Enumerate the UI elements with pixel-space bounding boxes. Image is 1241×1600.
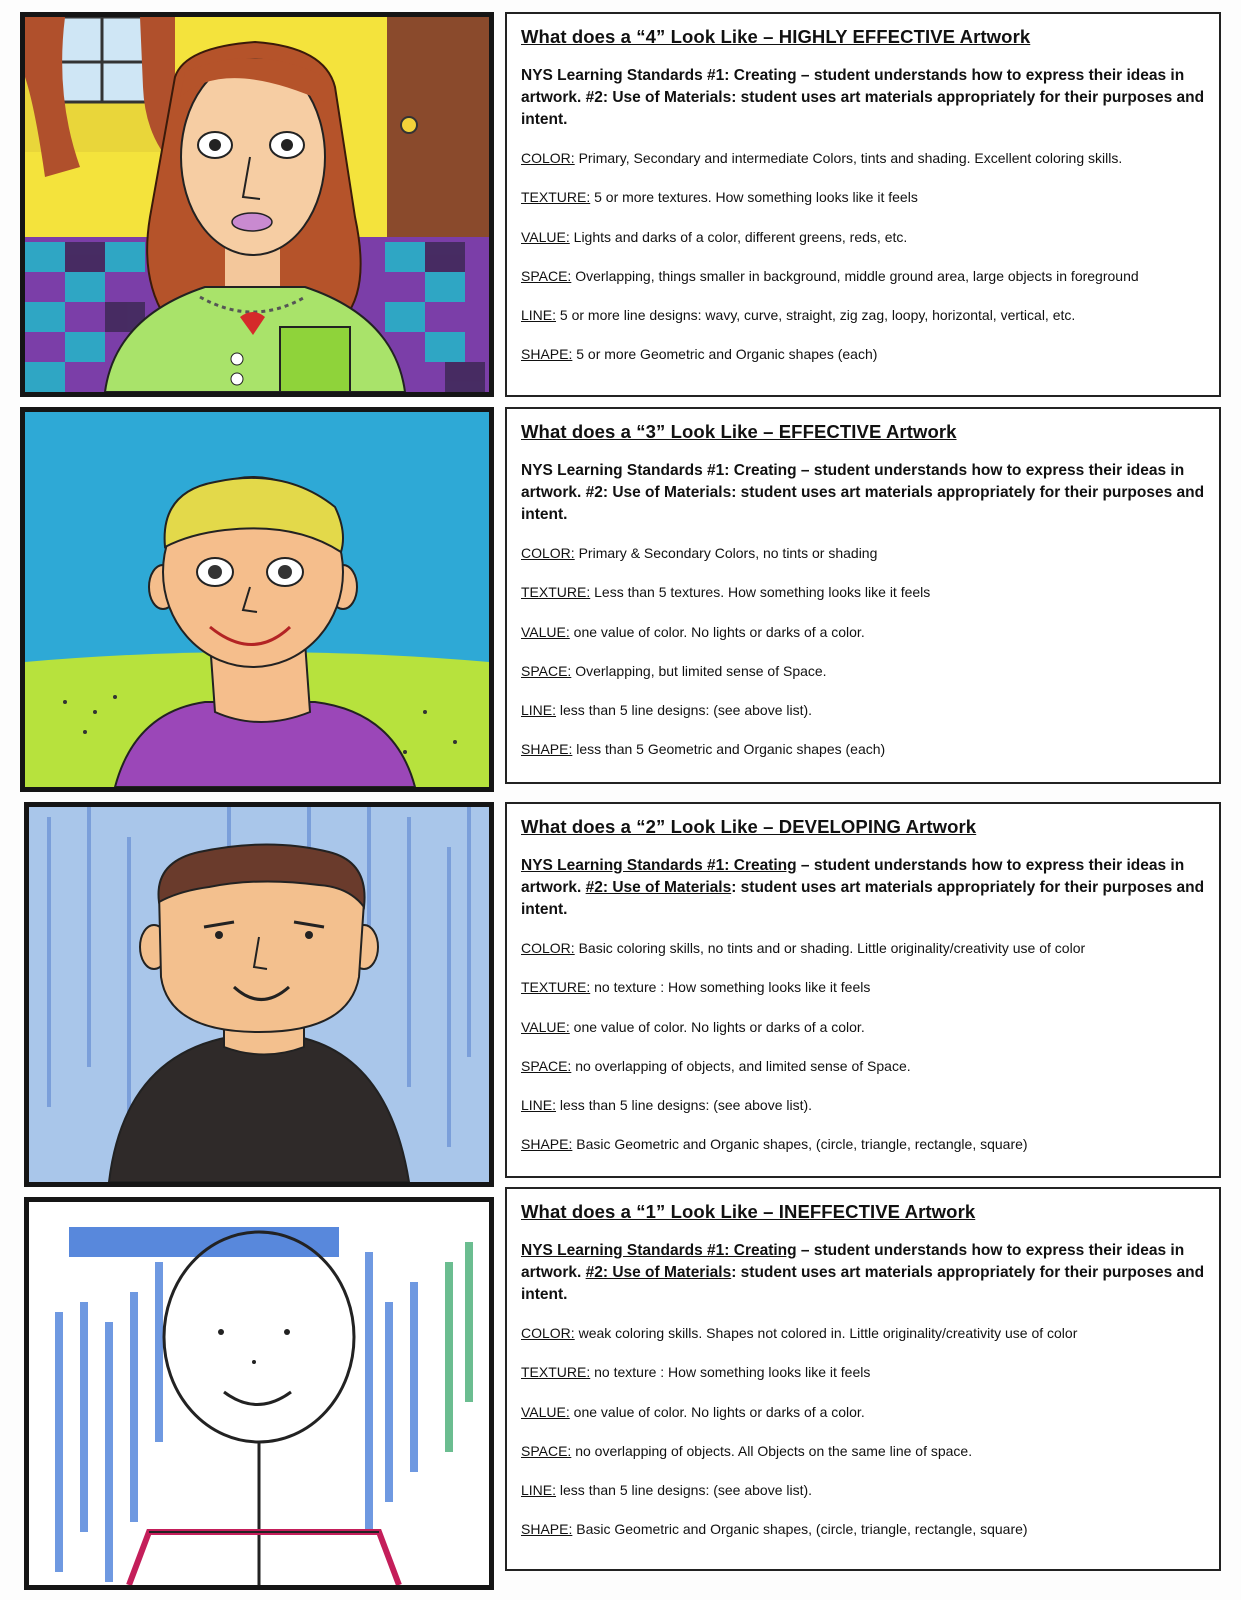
criterion-label: TEXTURE: <box>521 1364 591 1381</box>
criterion-label: TEXTURE: <box>521 189 591 206</box>
criterion-space <box>521 266 1205 305</box>
standard-materials-desc: : student uses art materials appropriately for their purposes and intent. <box>521 89 1205 128</box>
portrait-stick-figure-illustration <box>29 1202 489 1585</box>
rubric-card-4 <box>505 12 1221 397</box>
criterion-label: LINE: <box>521 307 557 324</box>
criterion-line <box>521 1095 1205 1134</box>
criterion-color <box>521 543 1205 582</box>
rubric-card-2 <box>505 802 1221 1178</box>
criterion-color <box>521 148 1205 187</box>
criterion-texture <box>521 582 1205 621</box>
criterion-label: TEXTURE: <box>521 584 591 601</box>
criterion-text: Primary, Secondary and intermediate Colors, tints and shading. Excellent coloring skills. <box>574 150 1123 166</box>
standard-materials-desc: : student uses art materials appropriately for their purposes and intent. <box>521 484 1205 523</box>
criterion-text: Basic Geometric and Organic shapes, (circle, triangle, rectangle, square) <box>572 1136 1028 1153</box>
learning-standards <box>521 460 1205 526</box>
criterion-texture <box>521 187 1205 226</box>
artwork-4-drawing <box>20 12 494 397</box>
criterion-label: COLOR: <box>521 1325 575 1341</box>
criterion-text: 5 or more textures. How something looks like it feels <box>590 189 918 206</box>
standard-creating-desc: – student understands how to express their ideas in artwork. <box>521 1242 1185 1281</box>
artwork-2-drawing <box>24 802 494 1187</box>
criterion-label: SPACE: <box>521 1057 572 1074</box>
rubric-heading: What does a “1” Look Like – INEFFECTIVE Artwork <box>521 1201 976 1222</box>
criterion-text: one value of color. No lights or darks of a color. <box>569 1403 865 1420</box>
criterion-label: SHAPE: <box>521 1521 573 1538</box>
criterion-value <box>521 227 1205 266</box>
criterion-label: LINE: <box>521 702 557 719</box>
criterion-text: 5 or more Geometric and Organic shapes (each) <box>572 346 878 363</box>
criterion-label: COLOR: <box>521 545 575 561</box>
standard-materials-desc: : student uses art materials appropriately for their purposes and intent. <box>521 879 1205 918</box>
criterion-text: no texture : How something looks like it feels <box>590 1364 871 1381</box>
criterion-label: COLOR: <box>521 940 575 956</box>
learning-standards <box>521 1240 1205 1306</box>
criterion-text: Basic coloring skills, no tints and or shading. Little originality/creativity use of color <box>574 940 1086 956</box>
rubric-heading: What does a “3” Look Like – EFFECTIVE Artwork <box>521 421 957 442</box>
criterion-label: SHAPE: <box>521 346 573 363</box>
artwork-1-drawing <box>24 1197 494 1590</box>
criterion-shape <box>521 739 1205 778</box>
criterion-text: less than 5 line designs: (see above list). <box>556 702 813 719</box>
criterion-text: less than 5 Geometric and Organic shapes (each) <box>572 741 886 758</box>
criterion-color <box>521 1323 1205 1362</box>
standard-creating-desc: – student understands how to express their ideas in artwork. <box>521 857 1185 896</box>
rubric-heading: What does a “4” Look Like – HIGHLY EFFECTIVE Artwork <box>521 26 1031 47</box>
portrait-boy-brown-hair-illustration <box>29 807 489 1182</box>
portrait-woman-illustration <box>25 17 489 392</box>
standard-materials-desc: : student uses art materials appropriately for their purposes and intent. <box>521 1264 1205 1303</box>
criterion-color <box>521 938 1205 977</box>
standard-materials: #2: Use of Materials <box>585 484 732 501</box>
criterion-label: VALUE: <box>521 1018 570 1035</box>
criterion-label: TEXTURE: <box>521 979 591 996</box>
criterion-texture <box>521 977 1205 1016</box>
criterion-text: less than 5 line designs: (see above list). <box>556 1482 813 1499</box>
criterion-text: 5 or more line designs: wavy, curve, straight, zig zag, loopy, horizontal, vertical, etc. <box>556 307 1076 324</box>
criterion-text: Primary & Secondary Colors, no tints or shading <box>574 545 878 561</box>
criterion-label: LINE: <box>521 1482 557 1499</box>
criterion-shape <box>521 1134 1205 1173</box>
criterion-text: no overlapping of objects, and limited sense of Space. <box>571 1057 911 1074</box>
criterion-label: VALUE: <box>521 1403 570 1420</box>
standard-creating: NYS Learning Standards #1: Creating <box>521 1242 797 1259</box>
standard-materials: #2: Use of Materials <box>585 1264 732 1281</box>
criterion-text: weak coloring skills. Shapes not colored in. Little originality/creativity use of color <box>574 1325 1078 1341</box>
criterion-label: COLOR: <box>521 150 575 166</box>
criterion-shape <box>521 1519 1205 1558</box>
criterion-value <box>521 622 1205 661</box>
criterion-space <box>521 1056 1205 1095</box>
learning-standards <box>521 855 1205 921</box>
criterion-label: LINE: <box>521 1097 557 1114</box>
standard-creating: NYS Learning Standards #1: Creating <box>521 857 797 874</box>
criterion-text: Lights and darks of a color, different greens, reds, etc. <box>569 228 908 245</box>
criterion-space <box>521 1441 1205 1480</box>
standard-creating: NYS Learning Standards #1: Creating <box>521 67 797 84</box>
criterion-texture <box>521 1362 1205 1401</box>
criterion-label: SHAPE: <box>521 1136 573 1153</box>
criterion-text: Basic Geometric and Organic shapes, (circle, triangle, rectangle, square) <box>572 1521 1028 1538</box>
criterion-label: VALUE: <box>521 623 570 640</box>
criterion-text: one value of color. No lights or darks of a color. <box>569 1018 865 1035</box>
criterion-label: SHAPE: <box>521 741 573 758</box>
learning-standards <box>521 65 1205 131</box>
criterion-text: one value of color. No lights or darks of a color. <box>569 623 865 640</box>
criterion-value <box>521 1017 1205 1056</box>
criterion-line <box>521 305 1205 344</box>
criterion-line <box>521 1480 1205 1519</box>
standard-creating-desc: – student understands how to express their ideas in artwork. <box>521 67 1185 106</box>
rubric-card-1 <box>505 1187 1221 1571</box>
criterion-shape <box>521 344 1205 383</box>
criterion-label: SPACE: <box>521 662 572 679</box>
criterion-text: less than 5 line designs: (see above list). <box>556 1097 813 1114</box>
standard-materials: #2: Use of Materials <box>585 89 732 106</box>
criterion-space <box>521 661 1205 700</box>
criterion-line <box>521 700 1205 739</box>
portrait-boy-blonde-illustration <box>25 412 489 787</box>
rubric-card-3 <box>505 407 1221 784</box>
standard-materials: #2: Use of Materials <box>585 879 732 896</box>
criterion-value <box>521 1402 1205 1441</box>
criterion-text: Overlapping, but limited sense of Space. <box>571 662 827 679</box>
criterion-label: SPACE: <box>521 1442 572 1459</box>
criterion-text: Less than 5 textures. How something looks like it feels <box>590 584 931 601</box>
criterion-label: VALUE: <box>521 228 570 245</box>
rubric-heading: What does a “2” Look Like – DEVELOPING Artwork <box>521 816 977 837</box>
criterion-label: SPACE: <box>521 267 572 284</box>
standard-creating-desc: – student understands how to express their ideas in artwork. <box>521 462 1185 501</box>
criterion-text: no overlapping of objects. All Objects on the same line of space. <box>571 1442 973 1459</box>
criterion-text: Overlapping, things smaller in background, middle ground area, large objects in foreground <box>571 267 1139 284</box>
standard-creating: NYS Learning Standards #1: Creating <box>521 462 797 479</box>
artwork-3-drawing <box>20 407 494 792</box>
criterion-text: no texture : How something looks like it feels <box>590 979 871 996</box>
